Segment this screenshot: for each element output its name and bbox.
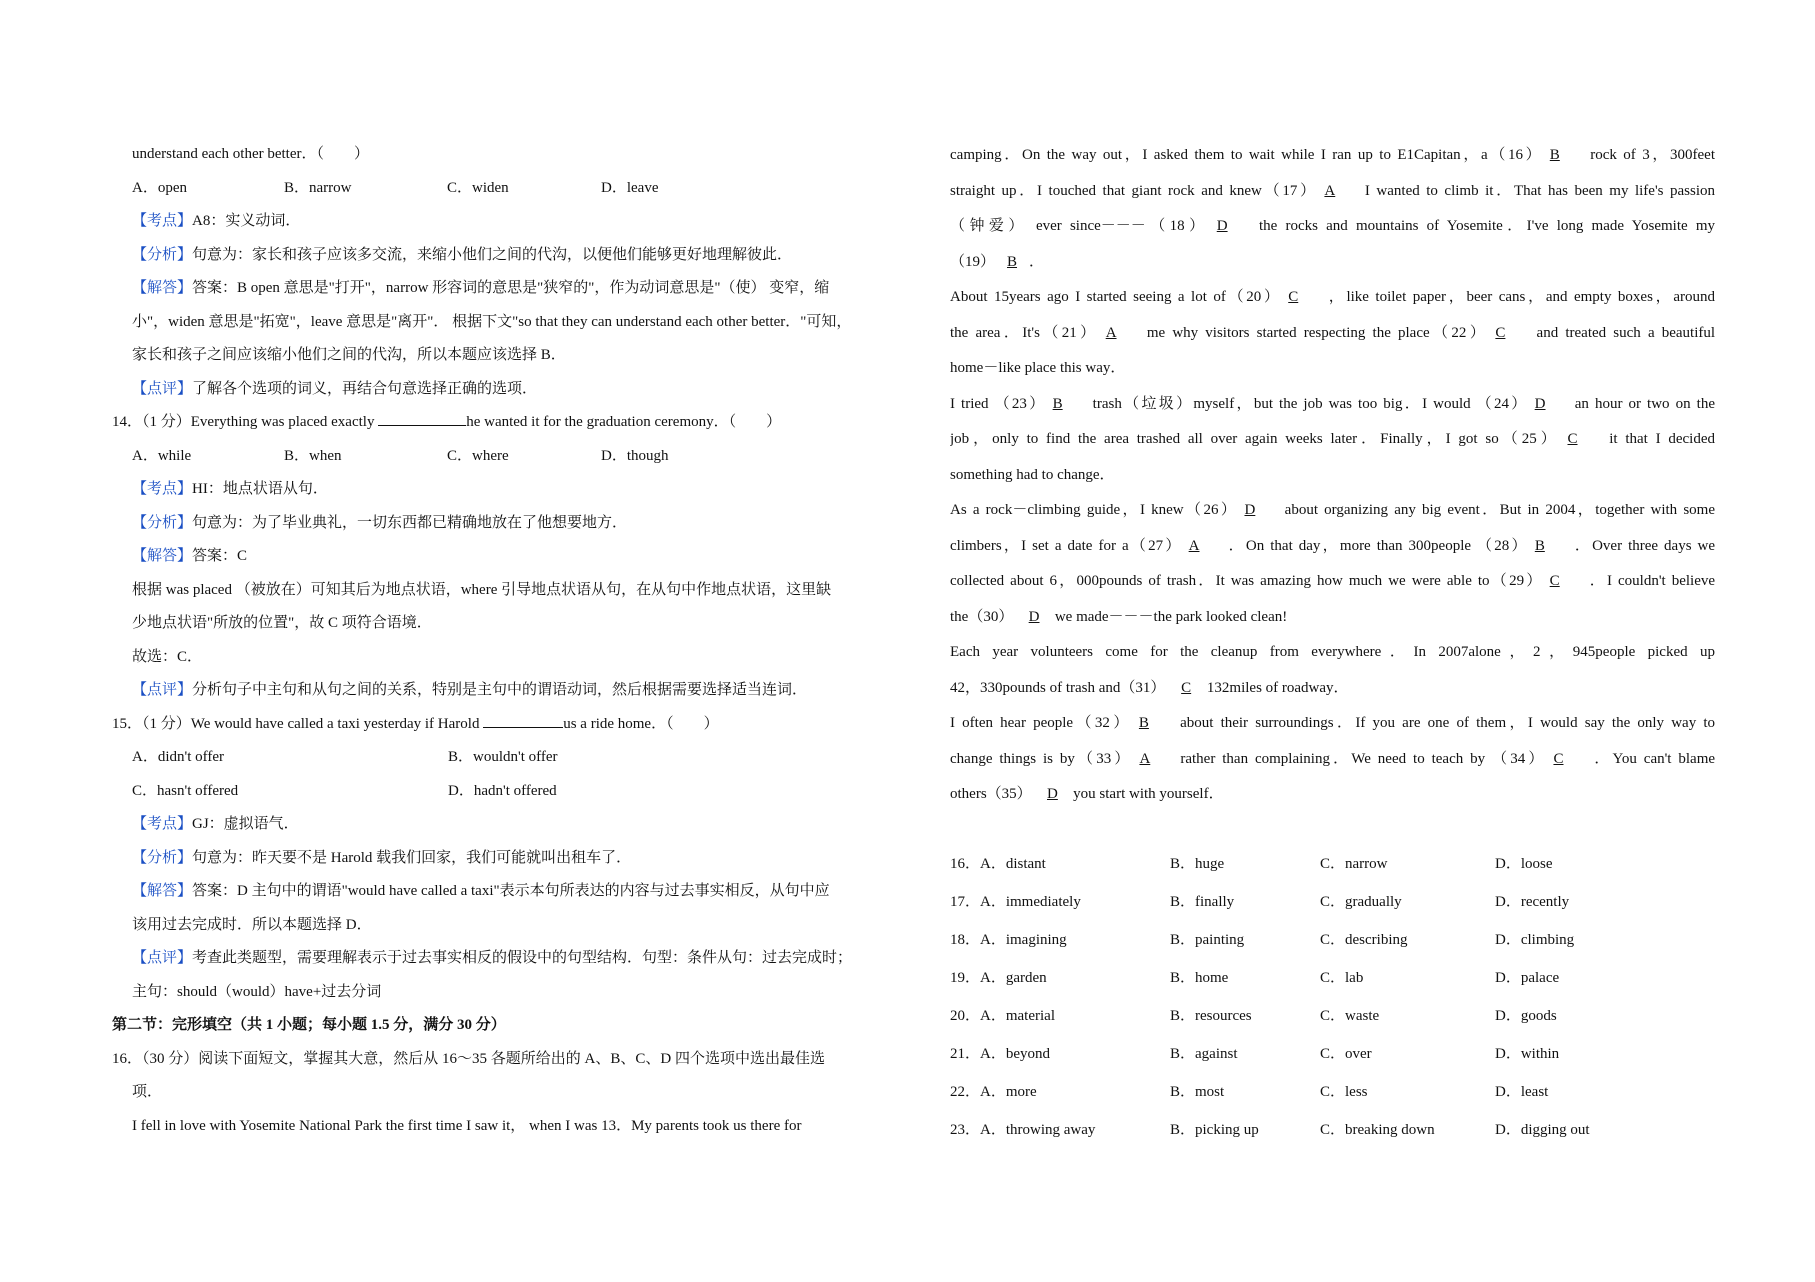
option-c: C．over xyxy=(1320,1045,1372,1062)
options-row-16 xyxy=(950,845,1715,883)
passage-text: it that I decided xyxy=(1609,431,1715,447)
passage-text: change things is by（33） xyxy=(950,750,1133,767)
options-row-19 xyxy=(950,959,1715,997)
option-a xyxy=(950,1035,1170,1073)
q15-options-row2 xyxy=(112,775,902,809)
kaodian-text: A8：实义动词． xyxy=(192,213,301,229)
passage-text: ．I couldn't believe xyxy=(1589,573,1715,589)
q14-guxuan: 故选：C． xyxy=(132,648,203,665)
passage-text: climbers，I set a date for a（27） xyxy=(950,537,1183,554)
option-a xyxy=(950,997,1170,1035)
passage-line xyxy=(950,777,1715,813)
q15-kaodian xyxy=(112,808,902,842)
answer-22: C xyxy=(1495,324,1506,341)
q13-kaodian xyxy=(112,205,902,239)
answer-33: A xyxy=(1139,750,1151,767)
dianping-text: 分析句子中主句和从句之间的关系，特别是主句中的谓语动词，然后根据需要选择适当连词． xyxy=(192,682,808,698)
options-row-23 xyxy=(950,1111,1715,1149)
option-number: 22． xyxy=(950,1083,981,1100)
q14-answer-blank xyxy=(378,407,466,426)
passage-line: Each year volunteers come for the cleanup from everywhere．In 2007alone，2，945people picked up xyxy=(950,644,1715,660)
q16-number: 16． xyxy=(112,1050,143,1067)
passage-text: about organizing any big event．But in 2004，together with some xyxy=(1284,502,1715,518)
jieda-text: 答案：B open 意思是"打开"，narrow 形容词的意思是"狭窄的"，作为动词意思是"（使） 变窄，缩 xyxy=(192,280,830,296)
option-d: D．least xyxy=(1495,1083,1549,1100)
option-a-text: A．distant xyxy=(980,855,1046,872)
q16-instruction-line1 xyxy=(112,1043,902,1077)
passage-text: rather than complaining．We need to teach by （34） xyxy=(1180,750,1547,767)
fenxi-text: 句意为：昨天要不是 Harold 载我们回家，我们可能就叫出租车了． xyxy=(192,849,632,866)
options-row-22 xyxy=(950,1073,1715,1111)
option-number: 19． xyxy=(950,969,981,986)
option-b: B．home xyxy=(1170,969,1229,986)
option-a-text: A．beyond xyxy=(980,1045,1051,1062)
passage-line xyxy=(950,493,1715,529)
answer-23: B xyxy=(1052,395,1063,412)
passage-line xyxy=(950,245,1715,281)
q15-dianping-line2: 主句：should（would）have+过去分词 xyxy=(132,983,382,1000)
passage-line xyxy=(950,564,1715,600)
passage-text: collected about 6，000pounds of trash．It was amazing how much we were able to（29） xyxy=(950,573,1544,589)
passage-text: you start with yourself． xyxy=(1073,786,1224,802)
option-b: B．painting xyxy=(1170,931,1245,948)
q15-answer-blank xyxy=(483,709,563,728)
q13-option-d: D．leave xyxy=(601,179,659,196)
option-a-text: A．garden xyxy=(980,969,1047,986)
passage-text: the area．It's（21） xyxy=(950,324,1099,341)
option-number: 17． xyxy=(950,893,981,910)
q15-options-row1 xyxy=(112,741,902,775)
dianping-tag: 【点评】 xyxy=(132,682,193,698)
option-c: C．breaking down xyxy=(1320,1121,1435,1138)
passage-text: （19） xyxy=(950,253,996,270)
passage-line xyxy=(950,706,1715,742)
answer-31: C xyxy=(1181,679,1192,696)
passage-line xyxy=(950,209,1715,245)
fenxi-tag: 【分析】 xyxy=(132,849,193,866)
option-c: C．waste xyxy=(1320,1007,1380,1024)
q14-stem-part1: （1 分）Everything was placed exactly xyxy=(142,414,375,430)
option-c: C．less xyxy=(1320,1083,1368,1100)
passage-line xyxy=(950,422,1715,458)
passage-line xyxy=(950,529,1715,565)
answer-27: A xyxy=(1188,537,1200,554)
option-a-text: A．imagining xyxy=(980,931,1067,948)
kaodian-text: GJ：虚拟语气． xyxy=(192,816,299,832)
passage-text: ．On that day，more than 300people （28） xyxy=(1228,537,1529,554)
option-a xyxy=(950,959,1170,997)
q14-option-c: C．where xyxy=(447,447,509,464)
q15-option-b: B．wouldn't offer xyxy=(448,749,558,765)
passage-text: I wanted to climb it．That has been my life's passion xyxy=(1364,182,1715,199)
option-a-text: A．more xyxy=(980,1083,1037,1100)
answer-21: A xyxy=(1105,324,1117,341)
option-b: B．picking up xyxy=(1170,1121,1259,1138)
passage-text: （钟爱） ever since－－－（18） xyxy=(950,218,1209,234)
passage-line xyxy=(950,174,1715,210)
option-b: B．finally xyxy=(1170,893,1235,910)
answer-30: D xyxy=(1028,608,1040,625)
passage-line xyxy=(950,742,1715,778)
passage-text: about their surroundings．If you are one of them，I would say the only way to xyxy=(1180,715,1715,731)
options-table xyxy=(950,845,1715,1149)
q13-fenxi xyxy=(112,239,902,273)
q14-explain-line2: 少地点状语"所放的位置"，故 C 项符合语境． xyxy=(132,615,432,631)
answer-29: C xyxy=(1549,573,1560,589)
answer-19: B xyxy=(1007,253,1018,270)
option-c: C．gradually xyxy=(1320,893,1402,910)
passage-text: we made－－－the park looked clean! xyxy=(1054,608,1288,625)
option-b: B．huge xyxy=(1170,855,1225,872)
q15-jieda-line1 xyxy=(112,875,902,909)
option-b: B．most xyxy=(1170,1083,1225,1100)
jieda-tag: 【解答】 xyxy=(132,280,193,296)
passage-text: job，only to find the area trashed all over again weeks later．Finally，I got so（25） xyxy=(950,431,1560,447)
jieda-tag: 【解答】 xyxy=(132,548,193,564)
answer-32: B xyxy=(1138,715,1149,731)
dianping-tag: 【点评】 xyxy=(132,380,193,397)
spacer xyxy=(950,813,1715,845)
answer-20: C xyxy=(1288,289,1299,305)
q15-fenxi xyxy=(112,842,902,876)
section-heading: 第二节：完形填空（共 1 小题；每小题 1.5 分，满分 30 分） xyxy=(112,1017,506,1033)
fenxi-text: 句意为：家长和孩子应该多交流，来缩小他们之间的代沟，以便他们能够更好地理解彼此． xyxy=(192,246,793,263)
q13-jieda-line2: 小"，widen 意思是"拓宽"，leave 意思是"离开"． 根据下文"so that they can understand each other better．"可知， xyxy=(132,313,852,330)
option-number: 23． xyxy=(950,1121,981,1138)
passage-text: I tried （23） xyxy=(950,395,1047,412)
option-a xyxy=(950,845,1170,883)
jieda-tag: 【解答】 xyxy=(132,883,193,899)
q16-instruction-text: （30 分）阅读下面短文，掌握其大意，然后从 16～35 各题所给出的 A、B、C、D 四个选项中选出最佳选 xyxy=(142,1050,825,1067)
q13-options xyxy=(112,172,902,206)
option-c: C．lab xyxy=(1320,969,1364,986)
q14-kaodian xyxy=(112,473,902,507)
kaodian-text: HI：地点状语从句． xyxy=(192,481,328,497)
option-a-text: A．throwing away xyxy=(980,1121,1096,1138)
q13-option-a: A．open xyxy=(132,179,187,196)
passage-text: 42，330pounds of trash and（31） xyxy=(950,679,1166,696)
answer-28: B xyxy=(1534,537,1545,554)
answer-25: C xyxy=(1567,431,1578,447)
answer-26: D xyxy=(1244,502,1256,518)
q14-jieda xyxy=(112,540,902,574)
q15-option-c: C．hasn't offered xyxy=(132,782,239,799)
q14-dianping xyxy=(112,674,902,708)
jieda-text: 答案：D 主句中的谓语"would have called a taxi"表示本句所表达的内容与过去事实相反，从句中应 xyxy=(192,883,830,899)
options-row-21 xyxy=(950,1035,1715,1073)
passage-line: home－like place this way． xyxy=(950,360,1126,376)
passage-first-line: I fell in love with Yosemite National Park the first time I saw it， when I was 13．My parents took us there for xyxy=(132,1117,802,1134)
fenxi-tag: 【分析】 xyxy=(132,246,193,263)
passage-line: something had to change． xyxy=(950,466,1115,483)
kaodian-tag: 【考点】 xyxy=(132,816,193,832)
option-d: D．palace xyxy=(1495,969,1560,986)
passage-line xyxy=(950,600,1715,636)
jieda-text: 答案：C xyxy=(192,548,248,564)
q13-option-b: B．narrow xyxy=(284,179,352,196)
option-a xyxy=(950,883,1170,921)
left-column xyxy=(112,138,902,1143)
option-d: D．goods xyxy=(1495,1007,1557,1024)
option-b: B．resources xyxy=(1170,1007,1252,1024)
q14-options xyxy=(112,440,902,474)
passage-text: an hour or two on the xyxy=(1574,395,1715,412)
option-d: D．climbing xyxy=(1495,931,1575,948)
dianping-text: 了解各个选项的词义，再结合句意选择正确的选项． xyxy=(192,380,538,397)
q13-jieda-line3: 家长和孩子之间应该缩小他们之间的代沟，所以本题应该选择 B． xyxy=(132,347,566,363)
q14-fenxi xyxy=(112,507,902,541)
passage-text: ． xyxy=(1029,253,1045,270)
option-a xyxy=(950,921,1170,959)
q16-instruction-line2: 项． xyxy=(132,1084,163,1100)
option-number: 16． xyxy=(950,855,981,872)
q15-stem-part2: us a ride home．（ ） xyxy=(563,715,719,732)
q14-stem xyxy=(112,406,902,440)
q15-stem-part1: （1 分）We would have called a taxi yesterday if Harold xyxy=(142,715,480,732)
option-a xyxy=(950,1111,1170,1149)
answer-34: C xyxy=(1553,750,1564,767)
passage-text: and treated such a beautiful xyxy=(1536,324,1715,341)
option-d: D．digging out xyxy=(1495,1121,1590,1138)
answer-35: D xyxy=(1047,786,1058,802)
dianping-tag: 【点评】 xyxy=(132,950,193,966)
passage-line xyxy=(950,671,1715,707)
option-number: 20． xyxy=(950,1007,981,1024)
option-d: D．recently xyxy=(1495,893,1570,910)
passage-text: 132miles of roadway． xyxy=(1206,679,1349,696)
q15-jieda-line2: 该用过去完成时．所以本题选择 D． xyxy=(132,916,372,933)
fenxi-tag: 【分析】 xyxy=(132,514,193,531)
answer-18: D xyxy=(1216,218,1228,234)
passage-line xyxy=(950,280,1715,316)
passage-text: I often hear people（32） xyxy=(950,715,1132,731)
q13-stem-tail: understand each other better．（ ） xyxy=(132,146,370,162)
passage-text: rock of 3，300feet xyxy=(1590,147,1715,163)
passage-text: trash（垃圾）myself，but the job was too big．I would （24） xyxy=(1092,395,1529,412)
passage-text: others（35） xyxy=(950,786,1032,802)
option-number: 21． xyxy=(950,1045,981,1062)
passage-text: straight up．I touched that giant rock and knew（17） xyxy=(950,182,1318,199)
option-a xyxy=(950,1073,1170,1111)
q13-jieda-line1 xyxy=(112,272,902,306)
options-row-20 xyxy=(950,997,1715,1035)
q14-option-a: A．while xyxy=(132,447,192,464)
passage-line xyxy=(950,387,1715,423)
right-column xyxy=(950,138,1715,1149)
passage-text: the（30） xyxy=(950,608,1014,625)
q14-number: 14． xyxy=(112,414,143,430)
passage-text: camping．On the way out，I asked them to wait while I ran up to E1Capitan，a（16） xyxy=(950,147,1544,163)
q15-stem xyxy=(112,708,902,742)
options-row-18 xyxy=(950,921,1715,959)
passage-text: About 15years ago I started seeing a lot of（20） xyxy=(950,289,1282,305)
answer-16: B xyxy=(1549,147,1560,163)
option-c: C．describing xyxy=(1320,931,1408,948)
passage-text: ，like toilet paper，beer cans，and empty boxes，around xyxy=(1328,289,1715,305)
passage-line xyxy=(950,316,1715,352)
passage-text: As a rock－climbing guide，I knew（26） xyxy=(950,502,1239,518)
option-a-text: A．material xyxy=(980,1007,1055,1024)
options-row-17 xyxy=(950,883,1715,921)
dianping-text: 考查此类题型，需要理解表示于过去事实相反的假设中的句型结构．句型：条件从句：过去完成时； xyxy=(192,950,853,966)
q13-option-c: C．widen xyxy=(447,179,509,196)
q15-option-a: A．didn't offer xyxy=(132,749,224,765)
option-b: B．against xyxy=(1170,1045,1238,1062)
kaodian-tag: 【考点】 xyxy=(132,481,193,497)
option-c: C．narrow xyxy=(1320,855,1388,872)
q15-option-d: D．hadn't offered xyxy=(448,782,557,799)
option-a-text: A．immediately xyxy=(980,893,1081,910)
option-number: 18． xyxy=(950,931,981,948)
answer-17: A xyxy=(1324,182,1336,199)
answer-24: D xyxy=(1534,395,1546,412)
option-d: D．within xyxy=(1495,1045,1560,1062)
passage-line xyxy=(950,138,1715,174)
q14-option-d: D．though xyxy=(601,447,669,464)
kaodian-tag: 【考点】 xyxy=(132,213,193,229)
passage-text: me why visitors started respecting the place（22） xyxy=(1146,324,1489,341)
passage-text: the rocks and mountains of Yosemite．I've long made Yosemite my xyxy=(1258,218,1715,234)
q14-option-b: B．when xyxy=(284,447,342,464)
q13-dianping xyxy=(112,373,902,407)
q14-explain-line1: 根据 was placed （被放在）可知其后为地点状语，where 引导地点状语从句，在从句中作地点状语，这里缺 xyxy=(132,581,832,598)
q15-number: 15． xyxy=(112,715,143,732)
q15-dianping-line1 xyxy=(112,942,902,976)
passage-text: ．You can't blame xyxy=(1594,750,1715,767)
option-d: D．loose xyxy=(1495,855,1553,872)
q14-stem-part2: he wanted it for the graduation ceremony．（ ） xyxy=(466,414,782,430)
passage-text: ．Over three days we xyxy=(1574,537,1715,554)
fenxi-text: 句意为：为了毕业典礼，一切东西都已精确地放在了他想要地方． xyxy=(192,514,628,531)
